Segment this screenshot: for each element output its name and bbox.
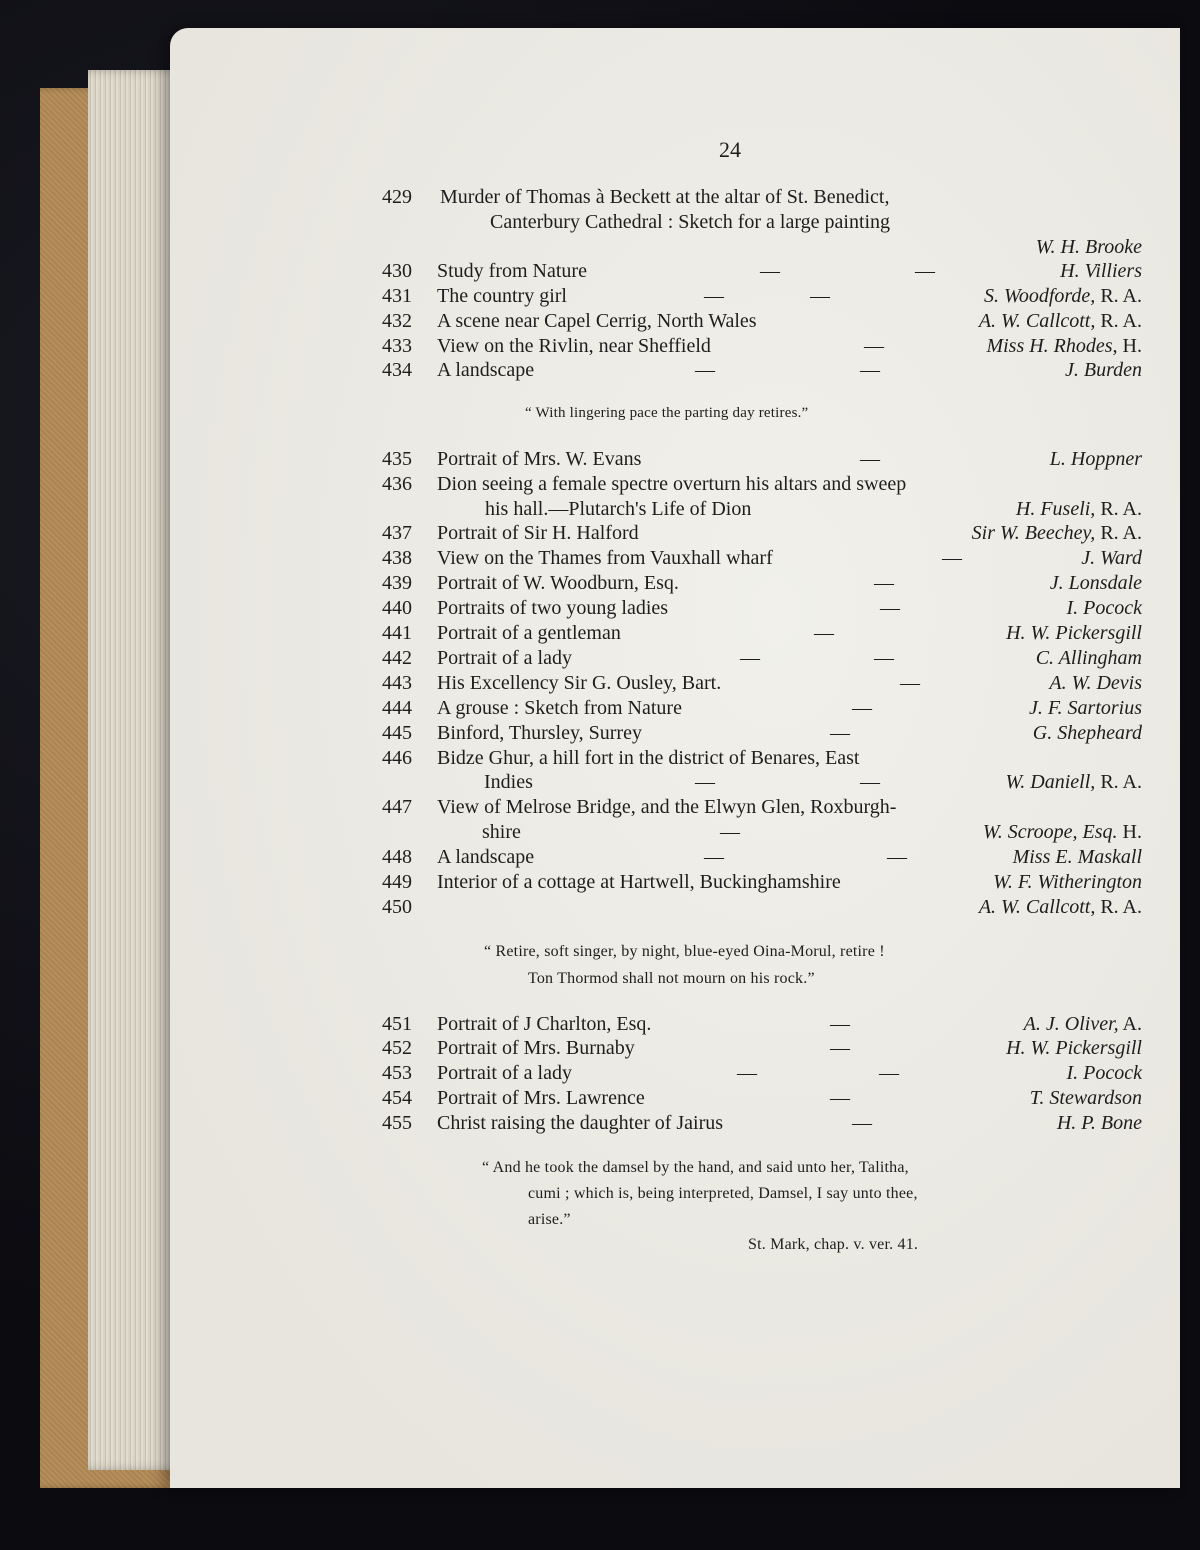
entry-number: 434 [382,359,412,381]
entry-number: 430 [382,260,412,282]
entry-artist: Miss H. Rhodes, H. [986,335,1142,357]
entry-number: 449 [382,871,412,893]
entry-title: Portrait of Mrs. Lawrence [437,1087,645,1109]
entry-title: Portrait of a lady [437,1062,572,1084]
entry-449 [382,870,1142,895]
entry-435 [382,447,1142,472]
entry-number: 453 [382,1062,412,1084]
entry-title: View on the Thames from Vauxhall wharf [437,547,773,569]
entry-447 [382,795,1142,820]
entry-430 [382,259,1142,284]
entry-451 [382,1012,1142,1037]
entry-artist: L. Hoppner [1049,448,1142,470]
dash: — [900,672,920,694]
entry-title: A landscape [437,846,535,868]
dash: — [860,359,880,381]
dash: — [874,647,894,669]
entry-number: 439 [382,572,412,594]
entry-artist: A. W. Devis [1049,672,1142,694]
quote-455-citation: St. Mark, chap. v. ver. 41. [748,1236,919,1253]
entry-number: 437 [382,522,412,544]
entry-title: Murder of Thomas à Beckett at the altar of St. Benedict, [440,186,890,208]
entry-title: Bidze Ghur, a hill fort in the district of Benares, East [437,747,860,769]
entry-title: Portrait of a gentleman [437,622,621,644]
entry-title-continuation: Canterbury Cathedral : Sketch for a large painting [490,211,891,233]
entry-number: 447 [382,796,412,818]
dash: — [830,1037,850,1059]
entry-number: 454 [382,1087,412,1109]
entry-432 [382,309,1142,334]
dash: — [830,722,850,744]
entry-title: Dion seeing a female spectre overturn his altars and sweep [437,473,907,495]
entry-436-continuation [382,497,1142,522]
entry-number: 448 [382,846,412,868]
entry-number: 433 [382,335,412,357]
dash: — [864,335,884,357]
quote-455-line-2: cumi ; which is, being interpreted, Damsel, I say unto thee, [528,1185,918,1202]
dash: — [695,771,715,793]
entry-artist: A. W. Callcott, R. A. [978,310,1142,332]
entry-441 [382,621,1142,646]
entry-number: 451 [382,1013,412,1035]
dash: — [704,285,724,307]
entry-artist: Miss E. Maskall [1012,846,1142,868]
dash: — [720,821,740,843]
dash: — [852,1112,872,1134]
dash: — [860,771,880,793]
entry-title: Binford, Thursley, Surrey [437,722,642,744]
entry-title: Portraits of two young ladies [437,597,669,619]
entry-number: 445 [382,722,412,744]
entry-artist: Sir W. Beechey, R. A. [971,522,1142,544]
entry-artist: H. Villiers [1060,260,1142,282]
entry-434 [382,358,1142,383]
entry-artist: H. P. Bone [1056,1112,1142,1134]
entry-number: 450 [382,896,412,918]
entry-title: Study from Nature [437,260,587,282]
dash: — [704,846,724,868]
entry-artist: S. Woodforde, R. A. [984,285,1142,307]
entry-artist: W. Daniell, R. A. [1005,771,1142,793]
entry-number: 442 [382,647,412,669]
page-number: 24 [719,137,741,162]
entry-title: A scene near Capel Cerrig, North Wales [437,310,757,332]
entry-artist: T. Stewardson [1029,1087,1142,1109]
entry-453 [382,1061,1142,1086]
dash: — [887,846,907,868]
entry-438 [382,546,1142,571]
entry-number: 436 [382,473,412,495]
entry-title: Interior of a cottage at Hartwell, Buckinghamshire [437,871,841,893]
dash: — [810,285,830,307]
quote-455-line-3: arise.” [528,1211,571,1228]
dash: — [740,647,760,669]
entry-444 [382,696,1142,721]
entry-number: 455 [382,1112,412,1134]
entry-title-continuation: shire [482,821,521,843]
entry-title: Portrait of W. Woodburn, Esq. [437,572,679,594]
quote-450-line-2: Ton Thormod shall not mourn on his rock.” [528,970,815,987]
dash: — [814,622,834,644]
quote-455-line-1: “ And he took the damsel by the hand, and said unto her, Talitha, [482,1159,909,1176]
entry-title: His Excellency Sir G. Ousley, Bart. [437,672,722,694]
entry-title-continuation: Indies [484,771,533,793]
entry-artist: W. Scroope, Esq. H. [982,821,1142,843]
entry-title-continuation: his hall.—Plutarch's Life of Dion [485,498,752,520]
entry-number: 432 [382,310,412,332]
entry-artist: J. Burden [1064,359,1142,381]
entry-446 [382,746,1142,771]
dash: — [760,260,780,282]
entry-number: 443 [382,672,412,694]
entry-431 [382,284,1142,309]
dash: — [695,359,715,381]
entry-title: A grouse : Sketch from Nature [437,697,682,719]
dash: — [879,1062,899,1084]
entry-artist: A. W. Callcott, R. A. [978,896,1142,918]
entry-452 [382,1036,1142,1061]
entry-artist: J. Lonsdale [1049,572,1142,594]
entry-440 [382,596,1142,621]
entry-artist: H. W. Pickersgill [1006,1037,1142,1059]
entry-title: Portrait of a lady [437,647,572,669]
entry-artist: G. Shepheard [1032,722,1142,744]
entry-number: 444 [382,697,412,719]
dash: — [942,547,962,569]
entry-artist: C. Allingham [1035,647,1142,669]
entry-artist: H. W. Pickersgill [1006,622,1142,644]
entry-number: 431 [382,285,412,307]
entry-artist: J. Ward [1081,547,1142,569]
entry-436 [382,472,1142,497]
entry-artist: W. F. Witherington [993,871,1142,893]
entry-artist: I. Pocock [1066,597,1142,619]
dash: — [880,597,900,619]
entry-450 [382,895,1142,920]
entry-445 [382,721,1142,746]
dash: — [737,1062,757,1084]
entry-448 [382,845,1142,870]
entry-artist: W. H. Brooke [1035,236,1142,258]
entry-429 [382,185,1142,210]
entry-title: Portrait of Mrs. W. Evans [437,448,642,470]
entry-number: 435 [382,448,412,470]
entry-title: View of Melrose Bridge, and the Elwyn Glen, Roxburgh- [437,796,897,818]
entry-446-continuation [382,770,1142,795]
entry-454 [382,1086,1142,1111]
entry-number: 429 [382,186,412,208]
entry-455 [382,1111,1142,1136]
entry-number: 440 [382,597,412,619]
entry-number: 446 [382,747,412,769]
entry-title: A landscape [437,359,535,381]
entry-442 [382,646,1142,671]
entry-artist: H. Fuseli, R. A. [1015,498,1142,520]
quote-434: “ With lingering pace the parting day retires.” [525,405,809,421]
entry-447-continuation [382,820,1142,845]
entry-number: 441 [382,622,412,644]
entry-title: Portrait of Mrs. Burnaby [437,1037,635,1059]
dash: — [852,697,872,719]
entry-title: View on the Rivlin, near Sheffield [437,335,711,357]
entry-artist: J. F. Sartorius [1029,697,1142,719]
entry-artist: A. J. Oliver, A. [1023,1013,1142,1035]
quote-450-line-1: “ Retire, soft singer, by night, blue-eyed Oina-Morul, retire ! [484,943,885,960]
dash: — [874,572,894,594]
entry-artist: I. Pocock [1066,1062,1142,1084]
entry-title: The country girl [437,285,567,307]
entry-437 [382,521,1142,546]
entry-title: Portrait of J Charlton, Esq. [437,1013,652,1035]
dash: — [915,260,935,282]
dash: — [830,1087,850,1109]
entry-title: Christ raising the daughter of Jairus [437,1112,724,1134]
entry-439 [382,571,1142,596]
entry-number: 452 [382,1037,412,1059]
entry-number: 438 [382,547,412,569]
dash: — [830,1013,850,1035]
entry-433 [382,334,1142,359]
entry-443 [382,671,1142,696]
entry-title: Portrait of Sir H. Halford [437,522,639,544]
dash: — [860,448,880,470]
